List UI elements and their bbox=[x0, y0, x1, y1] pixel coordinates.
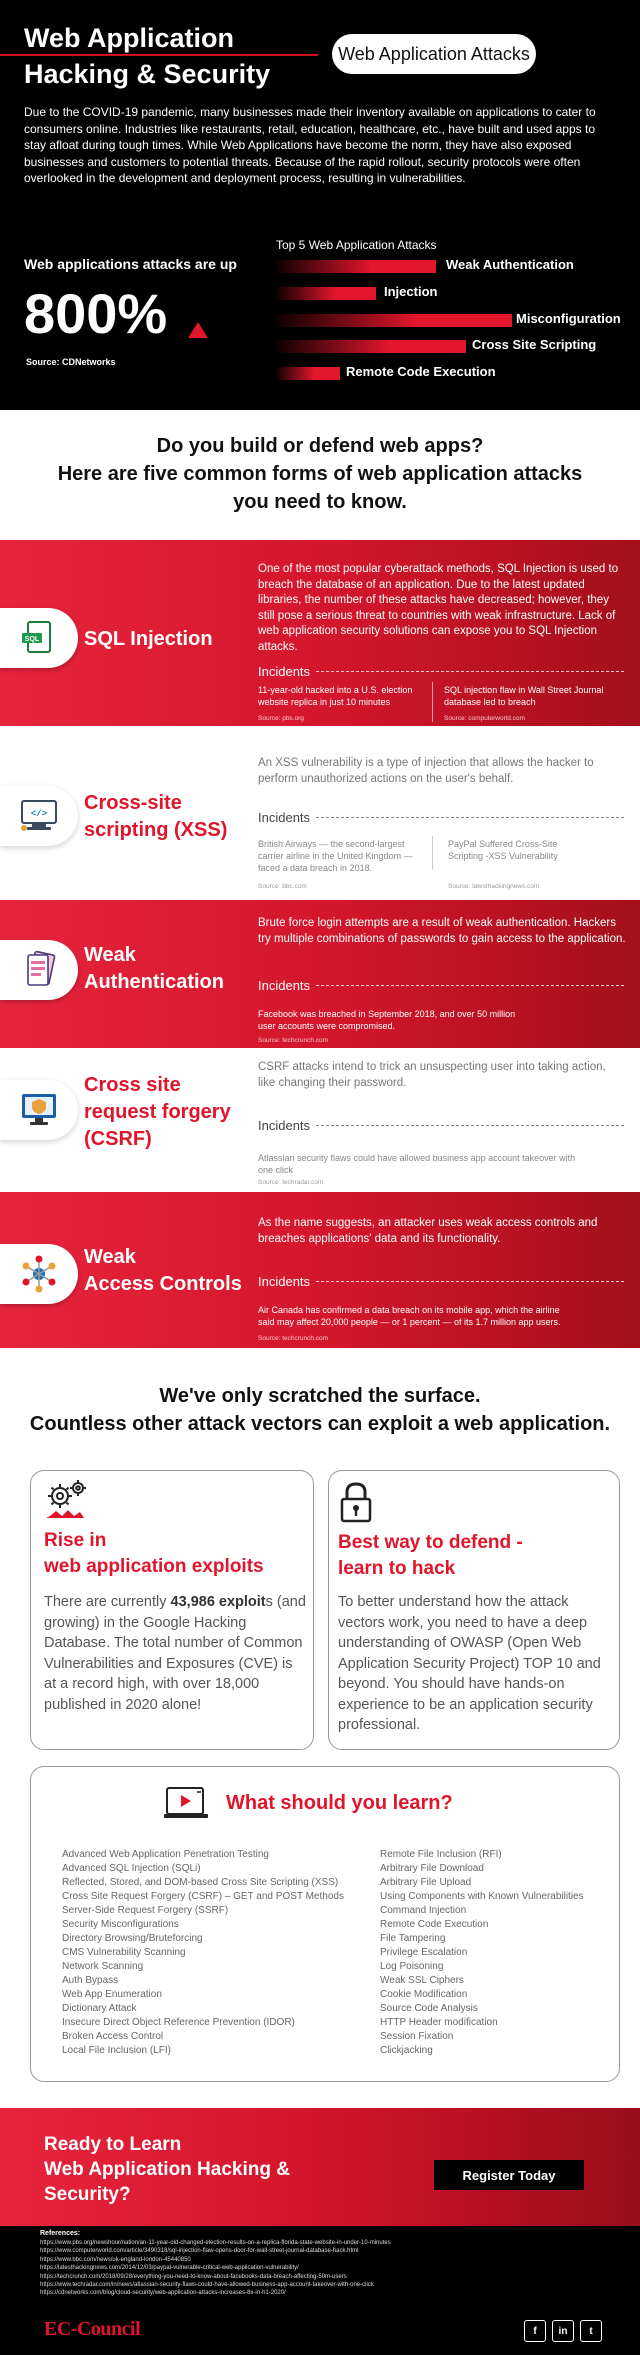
intro-paragraph: Due to the COVID-19 pandemic, many businesses made their inventory available on applications to cater to consumers online. Industries like restaurants, retail, education, healthcare, etc., have built and used apps to stay afloat during tough times. While Web Applications have become the norm, they have also exposed businesses and customers to potential threats. Because of the rapid rollout, security protocols were often overlooked in the development and deployment process, resulting in vulnerabilities. bbox=[24, 105, 596, 185]
learn-title: What should you learn? bbox=[226, 1792, 453, 1814]
stat-value: 800% bbox=[24, 282, 168, 345]
rise-title-line-2: web application exploits bbox=[44, 1556, 264, 1577]
sqli-title: SQL Injection bbox=[84, 628, 213, 650]
top5-bar-3 bbox=[276, 314, 512, 327]
weak-auth-source-1: Source: techcrunch.com bbox=[258, 1037, 329, 1044]
reference-link[interactable]: https://www.pbs.org/newshour/nation/an-11-year-old-changed-election-results-on-a-replica-florida-state-website-in-under-10-minutes bbox=[40, 2240, 391, 2246]
stat-label: Web applications attacks are up bbox=[24, 256, 237, 272]
exploit-count: 43,986 exploit bbox=[170, 1594, 266, 1610]
csrf-incident-1: Atlassian security flaws could have allowed business app account takeover with one click bbox=[258, 1153, 576, 1175]
divider bbox=[316, 1125, 624, 1126]
defend-title bbox=[338, 1530, 523, 1582]
list-item: Arbitrary File Upload bbox=[380, 1877, 472, 1888]
list-item: Arbitrary File Download bbox=[380, 1863, 484, 1874]
list-item: Server-Side Request Forgery (SSRF) bbox=[62, 1905, 229, 1916]
list-item: Cross Site Request Forgery (CSRF) – GET and POST Methods bbox=[62, 1891, 344, 1902]
access-incident-1: Air Canada has confirmed a data breach on its mobile app, which the airline said may affect 20,000 people — or 1 percent — of its 1.7 million app users. bbox=[258, 1305, 561, 1327]
list-item: Clickjacking bbox=[380, 2045, 433, 2056]
list-item: CMS Vulnerability Scanning bbox=[62, 1947, 186, 1958]
csrf-section bbox=[0, 1048, 640, 1192]
xss-title-line-1: Cross-site bbox=[84, 792, 182, 814]
list-item: Directory Browsing/Bruteforcing bbox=[62, 1933, 203, 1944]
sql-icon-text: SQL bbox=[24, 636, 40, 643]
incidents-label: Incidents bbox=[258, 978, 311, 993]
access-incidents-header bbox=[258, 1274, 624, 1289]
access-title-line-1: Weak bbox=[84, 1246, 136, 1268]
sql-file-icon bbox=[19, 618, 59, 658]
xss-source-1: Source: bbc.com bbox=[258, 883, 307, 890]
list-item: File Tampering bbox=[380, 1933, 446, 1944]
top5-label-4: Cross Site Scripting bbox=[472, 337, 597, 352]
top5-bar-1 bbox=[276, 260, 436, 273]
ec-council-logo[interactable]: EC-Council bbox=[44, 2318, 141, 2340]
weak-auth-title-line-2: Authentication bbox=[84, 971, 224, 993]
sqli-description: One of the most popular cyberattack methods, SQL Injection is used to breach the database of an application. Due to the latest updated libraries, the number of these attacks have decreased; however, they still pose a serious threat to countries with weak infrastructure. Lack of web application security solutions can expose you to SQL Injection attacks. bbox=[258, 563, 619, 653]
top5-bar-4 bbox=[276, 340, 466, 353]
title-line-2: Hacking & Security bbox=[24, 59, 271, 89]
padlock-icon bbox=[338, 1480, 374, 1524]
security-monitor-icon bbox=[19, 1091, 59, 1129]
weak-auth-description: Brute force login attempts are a result of weak authentication. Hackers try multiple combinations of passwords to gain access to the application. bbox=[258, 917, 626, 945]
cta-line-3: Security? bbox=[44, 2184, 131, 2205]
register-button[interactable]: Register Today bbox=[434, 2160, 584, 2190]
list-item: Source Code Analysis bbox=[380, 2003, 478, 2014]
csrf-title-line-2: request forgery bbox=[84, 1101, 231, 1123]
svg-text:</>: </> bbox=[30, 809, 48, 819]
list-item: Broken Access Control bbox=[62, 2031, 164, 2042]
xss-source-2: Source: latesthackingnews.com bbox=[448, 883, 540, 890]
rise-text-b: s (and growing) in the Google Hacking Database. The total number of Common Vulnerabilities and Exposures (CVE) is at a record high, with over 18,000 published in 2020 alone! bbox=[44, 1594, 306, 1713]
list-item: Weak SSL Ciphers bbox=[380, 1975, 464, 1986]
twitter-icon[interactable]: t bbox=[580, 2320, 602, 2342]
cta-line-1: Ready to Learn bbox=[44, 2134, 182, 2155]
divider bbox=[316, 671, 624, 672]
list-item: HTTP Header modification bbox=[380, 2017, 498, 2028]
rise-text bbox=[44, 1592, 306, 1715]
access-title-line-2: Access Controls bbox=[84, 1273, 242, 1295]
access-description: As the name suggests, an attacker uses weak access controls and breaches applications' data and its functionality. bbox=[258, 1217, 598, 1245]
xss-incident-1: British Airways — the second-largest carrier airline in the United Kingdom — faced a data breach in 2018. bbox=[258, 839, 413, 873]
sqli-incident-2: SQL injection flaw in Wall Street Journal database led to breach bbox=[444, 685, 604, 707]
question-line-3: you need to know. bbox=[233, 491, 407, 513]
weak-auth-incidents-header bbox=[258, 978, 624, 993]
question-line-2: Here are five common forms of web application attacks bbox=[57, 463, 583, 485]
list-item: Dictionary Attack bbox=[62, 2003, 137, 2014]
top5-bar-5 bbox=[276, 367, 340, 380]
access-title bbox=[84, 1244, 242, 1298]
sqli-icon-card bbox=[0, 608, 78, 668]
sqli-source-1: Source: pbs.org bbox=[258, 715, 304, 722]
access-source-1: Source: techcrunch.com bbox=[258, 1335, 329, 1342]
csrf-title bbox=[84, 1072, 231, 1153]
divider bbox=[432, 682, 433, 722]
question-heading bbox=[0, 432, 640, 516]
access-icon-card bbox=[0, 1244, 78, 1304]
divider bbox=[316, 817, 624, 818]
password-form-icon bbox=[20, 950, 58, 990]
access-control-section bbox=[0, 1192, 640, 1348]
learn-list-left bbox=[62, 1848, 344, 2058]
linkedin-icon[interactable]: in bbox=[552, 2320, 574, 2342]
weak-auth-section bbox=[0, 900, 640, 1048]
section-pill: Web Application Attacks bbox=[332, 34, 536, 74]
xss-incident-2: PayPal Suffered Cross-Site Scripting -XSS Vulnerability bbox=[448, 839, 558, 861]
sqli-incident-1: 11-year-old hacked into a U.S. election website replica in just 10 minutes bbox=[258, 685, 413, 707]
cta-heading bbox=[44, 2132, 290, 2207]
csrf-title-line-3: (CSRF) bbox=[84, 1128, 152, 1150]
references-list bbox=[40, 2239, 391, 2298]
reference-link[interactable]: https://techcrunch.com/2018/09/28/everything-you-need-to-know-about-facebooks-data-breach-affecting-50m-users bbox=[40, 2273, 347, 2280]
rise-title bbox=[44, 1528, 264, 1580]
list-item: Log Poisoning bbox=[380, 1961, 444, 1972]
list-item: Network Scanning bbox=[62, 1961, 144, 1972]
csrf-title-line-1: Cross site bbox=[84, 1074, 181, 1096]
gears-icon bbox=[44, 1478, 90, 1520]
up-arrow-icon bbox=[188, 322, 208, 338]
surface-heading bbox=[0, 1382, 640, 1438]
code-monitor-icon bbox=[18, 798, 60, 834]
xss-incidents-header bbox=[258, 810, 624, 825]
list-item: Security Misconfigurations bbox=[62, 1919, 179, 1930]
divider bbox=[316, 1281, 624, 1282]
list-item: Cookie Modification bbox=[380, 1989, 468, 2000]
incidents-label: Incidents bbox=[258, 664, 311, 679]
top5-label-5: Remote Code Execution bbox=[346, 364, 496, 379]
video-course-icon bbox=[162, 1784, 210, 1824]
xss-title-line-2: scripting (XSS) bbox=[84, 819, 228, 841]
list-item: Using Components with Known Vulnerabilities bbox=[380, 1891, 584, 1902]
rise-title-line-1: Rise in bbox=[44, 1530, 107, 1551]
question-line-1: Do you build or defend web apps? bbox=[156, 435, 484, 457]
list-item: Remote File Inclusion (RFI) bbox=[380, 1849, 502, 1860]
csrf-source-1: Source: techradar.com bbox=[258, 1179, 324, 1186]
xss-icon-card bbox=[0, 786, 78, 846]
xss-description: An XSS vulnerability is a type of injection that allows the hacker to perform unauthorized actions on the user's behalf. bbox=[258, 757, 594, 785]
weak-auth-incident-1: Facebook was breached in September 2018, and over 50 million user accounts were compromised. bbox=[258, 1009, 516, 1031]
incidents-label: Incidents bbox=[258, 810, 311, 825]
reference-link[interactable]: https://cdnetworks.com/blog/cloud-security/web-application-attacks-increases-8x-in-h1-2020/ bbox=[40, 2290, 286, 2297]
divider bbox=[432, 836, 433, 870]
facebook-icon[interactable]: f bbox=[524, 2320, 546, 2342]
rise-text-a: There are currently bbox=[44, 1594, 171, 1610]
sqli-section bbox=[0, 540, 640, 726]
csrf-icon-card bbox=[0, 1080, 78, 1140]
title-underline bbox=[0, 54, 318, 56]
divider bbox=[316, 985, 624, 986]
reference-link[interactable]: https://www.bbc.com/news/uk-england-london-45440850 bbox=[40, 2256, 191, 2263]
title-line-1: Web Application bbox=[24, 23, 235, 53]
top5-bar-2 bbox=[276, 287, 376, 300]
list-item: Advanced SQL Injection (SQLi) bbox=[62, 1863, 201, 1874]
reference-link[interactable]: https://www.techradar.com/in/news/atlassian-security-flaws-could-have-allowed-business-app-account-takeover-with-one-click bbox=[40, 2282, 374, 2289]
list-item: Remote Code Execution bbox=[380, 1919, 489, 1930]
top5-label-3: Misconfiguration bbox=[516, 311, 621, 326]
top5-label-2: Injection bbox=[384, 284, 438, 299]
list-item: Privilege Escalation bbox=[380, 1947, 468, 1958]
xss-section bbox=[0, 726, 640, 900]
surface-line-1: We've only scratched the surface. bbox=[159, 1385, 481, 1407]
list-item: Insecure Direct Object Reference Prevention (IDOR) bbox=[62, 2017, 295, 2028]
sqli-source-2: Source: computerworld.com bbox=[444, 715, 525, 722]
defend-text: To better understand how the attack vectors work, you need to have a deep understanding of OWASP (Open Web Application Security Project) TOP 10 and beyond. You should have hands-on experience to be an application security professional. bbox=[338, 1594, 601, 1733]
learn-list-right bbox=[380, 1848, 584, 2058]
page-title bbox=[24, 20, 270, 92]
list-item: Advanced Web Application Penetration Testing bbox=[62, 1849, 269, 1860]
list-item: Session Fixation bbox=[380, 2031, 454, 2042]
csrf-description: CSRF attacks intend to trick an unsuspecting user into taking action, like changing their password. bbox=[258, 1061, 606, 1089]
top5-title: Top 5 Web Application Attacks bbox=[276, 238, 437, 252]
sqli-incidents-header bbox=[258, 664, 624, 679]
references-title: References: bbox=[40, 2230, 81, 2237]
csrf-incidents-header bbox=[258, 1118, 624, 1133]
incidents-label: Incidents bbox=[258, 1118, 311, 1133]
incidents-label: Incidents bbox=[258, 1274, 311, 1289]
defend-title-line-1: Best way to defend - bbox=[338, 1532, 523, 1553]
weak-auth-title bbox=[84, 942, 224, 996]
stat-source: Source: CDNetworks bbox=[26, 357, 116, 367]
weak-auth-icon-card bbox=[0, 940, 78, 1000]
surface-line-2: Countless other attack vectors can exploit a web application. bbox=[29, 1413, 611, 1435]
top5-label-1: Weak Authentication bbox=[446, 257, 574, 272]
reference-link[interactable]: https://www.computerworld.com/article/3490318/sql-injection-flaw-opens-door-for-wall-street-journal-database-hack.html bbox=[40, 2248, 359, 2255]
network-nodes-icon bbox=[18, 1253, 60, 1295]
list-item: Auth Bypass bbox=[62, 1975, 119, 1986]
cta-line-2: Web Application Hacking & bbox=[44, 2159, 290, 2180]
xss-title bbox=[84, 790, 227, 844]
list-item: Web App Enumeration bbox=[62, 1989, 162, 2000]
list-item: Local File Inclusion (LFI) bbox=[62, 2045, 171, 2056]
list-item: Reflected, Stored, and DOM-based Cross Site Scripting (XSS) bbox=[62, 1877, 339, 1888]
weak-auth-title-line-1: Weak bbox=[84, 944, 136, 966]
defend-title-line-2: learn to hack bbox=[338, 1558, 456, 1579]
list-item: Command Injection bbox=[380, 1905, 467, 1916]
reference-link[interactable]: https://latesthackingnews.com/2014/12/03/paypal-vulnerable-critical-web-application-vulnerability/ bbox=[40, 2265, 299, 2272]
